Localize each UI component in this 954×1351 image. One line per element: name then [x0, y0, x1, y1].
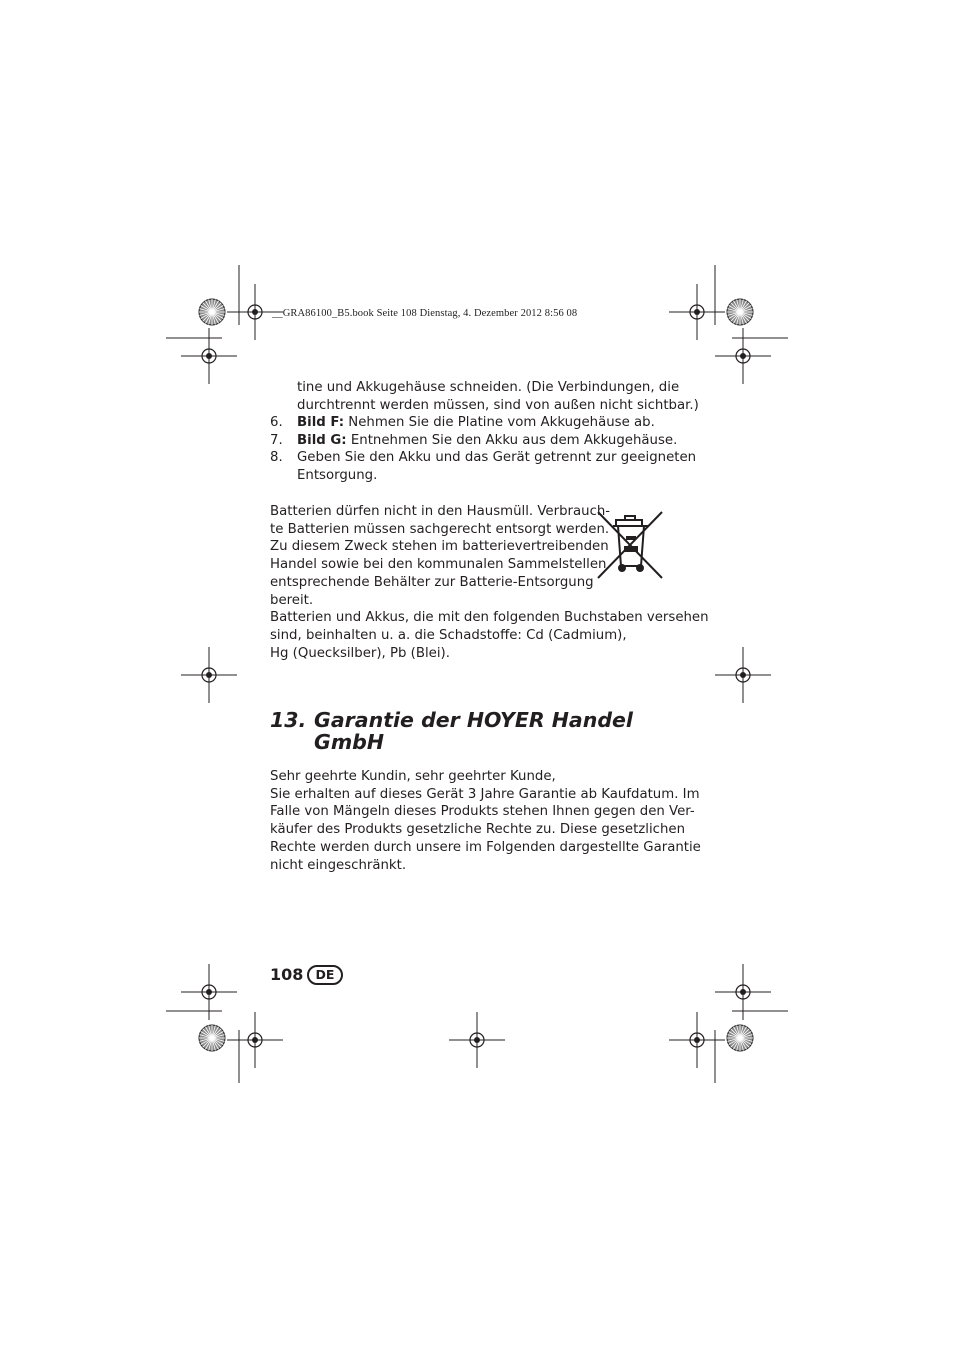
list-item-text: Nehmen Sie die Platine vom Akkugehäuse ab. — [344, 415, 655, 430]
color-bar-wheel — [727, 1025, 753, 1051]
warranty-paragraph — [270, 768, 701, 874]
paragraph-line: te Batterien müssen sachgerecht entsorgt werden. — [270, 521, 610, 537]
paragraph-line: Zu diesem Zweck stehen im batterievertreibenden — [270, 539, 609, 555]
crossed-out-wheelie-bin-icon — [596, 510, 666, 582]
paragraph-line: Sehr geehrte Kundin, sehr geehrter Kunde, — [270, 769, 556, 784]
paragraph-line: sind, beinhalten u. a. die Schadstoffe: Cd (Cadmium), — [270, 627, 627, 643]
paragraph-line: Falle von Mängeln dieses Produkts stehen Ihnen gegen den Ver- — [270, 804, 695, 820]
print-file-header: __GRA86100_B5.book Seite 108 Dienstag, 4. Dezember 2012 8:56 08 — [272, 308, 578, 319]
paragraph-line: nicht eingeschränkt. — [270, 857, 407, 873]
paragraph-line: bereit. — [270, 592, 314, 608]
paragraph-line: Rechte werden durch unsere im Folgenden dargestellte Garantie — [270, 839, 701, 855]
paragraph-line: entsprechende Behälter zur Batterie-Entsorgung — [270, 574, 594, 590]
list-item-text: Geben Sie den Akku und das Gerät getrennt zur geeigneten — [297, 450, 697, 466]
color-bar-wheel — [199, 1025, 225, 1051]
paragraph-line: Batterien dürfen nicht in den Hausmüll. Verbrauch- — [270, 504, 611, 519]
color-bar-wheel — [727, 299, 753, 325]
figure-ref: Bild G: — [297, 432, 347, 448]
list-item-number: 8. — [270, 450, 283, 466]
section-title: GmbH — [314, 730, 385, 754]
figure-ref: Bild F: — [297, 415, 345, 430]
list-item-text: Entnehmen Sie den Akku aus dem Akkugehäuse. — [346, 432, 678, 448]
page-number: 108 — [270, 965, 304, 984]
paragraph-line: Batterien und Akkus, die mit den folgenden Buchstaben versehen — [270, 610, 709, 626]
list-continuation — [297, 379, 699, 414]
section-heading — [270, 709, 633, 753]
list-item-text: Entsorgung. — [297, 468, 378, 484]
paragraph-line: Handel sowie bei den kommunalen Sammelstellen — [270, 557, 607, 573]
section-number: 13. — [270, 708, 307, 732]
numbered-list — [0, 414, 954, 494]
color-bar-wheel — [199, 299, 225, 325]
paragraph-line: Hg (Quecksilber), Pb (Blei). — [270, 645, 450, 661]
continuation-line: tine und Akkugehäuse schneiden. (Die Verbindungen, die — [297, 380, 680, 395]
paragraph-line: käufer des Produkts gesetzliche Rechte zu. Diese gesetzlichen — [270, 822, 686, 838]
language-badge: DE — [307, 965, 343, 985]
list-item-number: 6. — [270, 415, 283, 430]
continuation-line: durchtrennt werden müssen, sind von außen nicht sichtbar.) — [297, 397, 699, 413]
paragraph-line: Sie erhalten auf dieses Gerät 3 Jahre Garantie ab Kaufdatum. Im — [270, 786, 700, 802]
section-title: Garantie der HOYER Handel — [314, 708, 633, 732]
list-item-number: 7. — [270, 432, 283, 448]
